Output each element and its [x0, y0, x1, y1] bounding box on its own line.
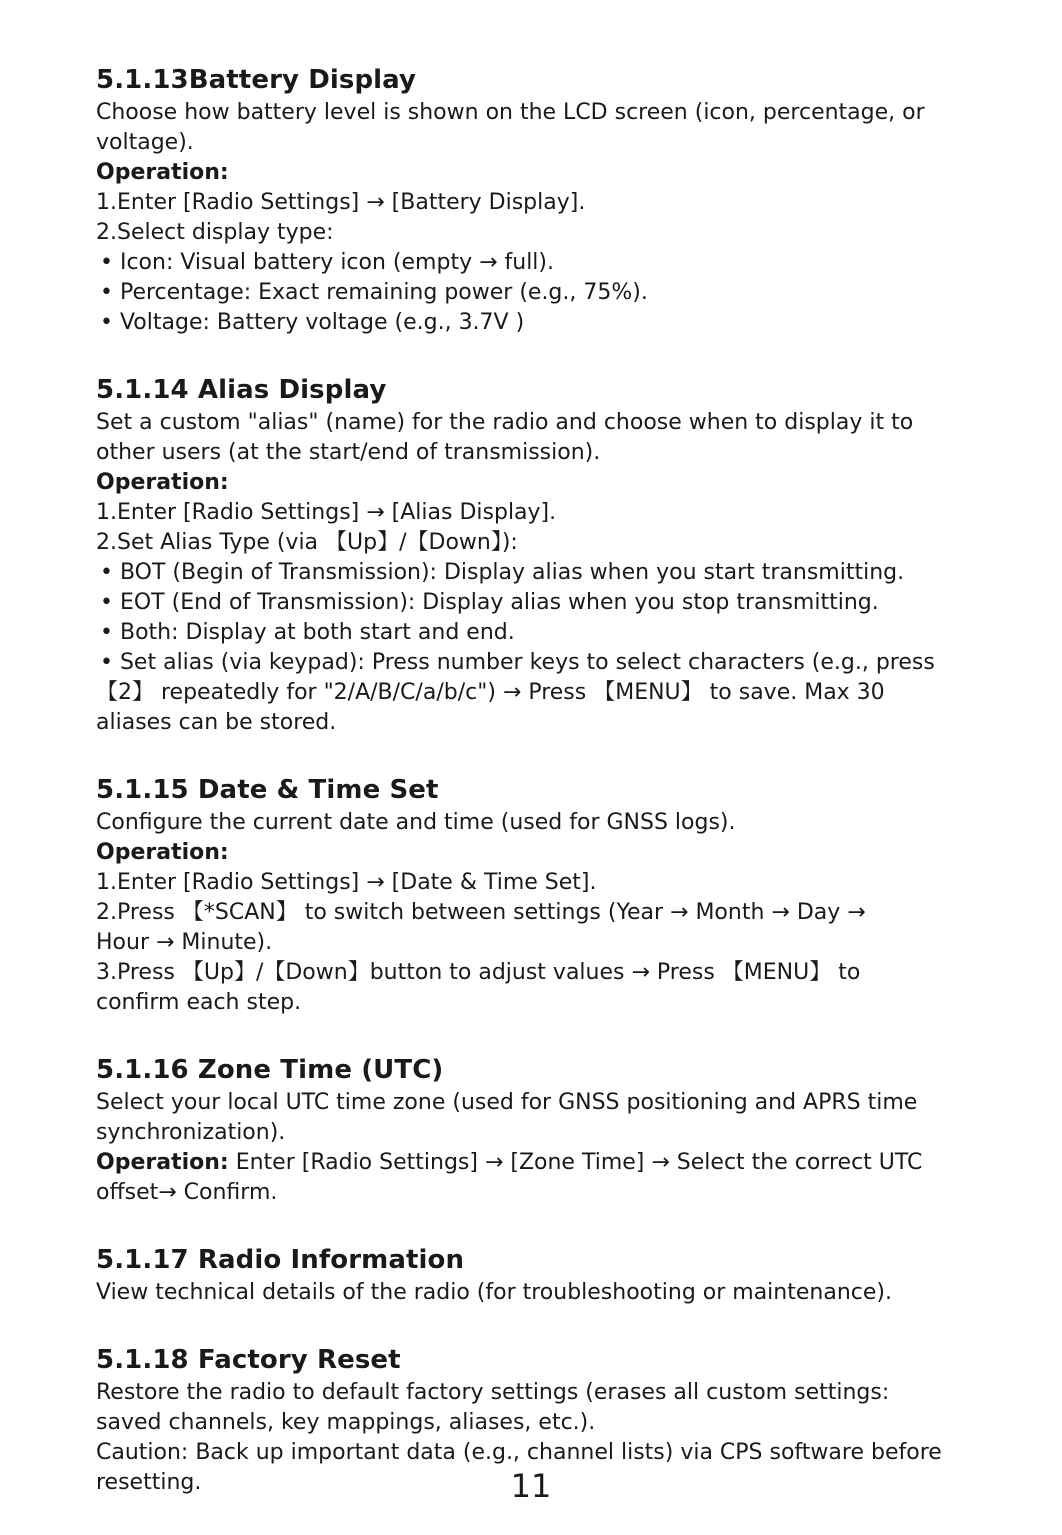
section-heading: 5.1.13Battery Display	[96, 65, 417, 95]
step-line: 1.Enter [Radio Settings] → [Battery Display].	[96, 190, 586, 215]
section-heading: 5.1.17 Radio Information	[96, 1245, 465, 1275]
manual-page	[96, 62, 976, 1532]
bullet-item: • BOT (Begin of Transmission): Display alias when you start transmitting.	[100, 560, 905, 585]
section-alias-display	[96, 372, 976, 738]
paragraph-line: View technical details of the radio (for troubleshooting or maintenance).	[96, 1280, 892, 1305]
page-number: 11	[510, 1467, 552, 1505]
paragraph-line: Set a custom "alias" (name) for the radio and choose when to display it to	[96, 410, 914, 435]
paragraph-line: resetting.	[96, 1470, 202, 1495]
paragraph-line: offset→ Confirm.	[96, 1180, 278, 1205]
section-radio-information	[96, 1242, 976, 1308]
bullet-item: • Percentage: Exact remaining power (e.g., 75%).	[100, 280, 648, 305]
section-heading: 5.1.16 Zone Time (UTC)	[96, 1055, 444, 1085]
step-line: confirm each step.	[96, 990, 302, 1015]
paragraph-line: Configure the current date and time (used for GNSS logs).	[96, 810, 736, 835]
step-line: 2.Select display type:	[96, 220, 334, 245]
operation-label: Operation:	[96, 840, 229, 865]
bullet-item: • Icon: Visual battery icon (empty → full).	[100, 250, 554, 275]
caution-line: Caution: Back up important data (e.g., channel lists) via CPS software before	[96, 1440, 942, 1465]
step-line: 1.Enter [Radio Settings] → [Date & Time Set].	[96, 870, 597, 895]
step-line: 2.Set Alias Type (via 【Up】/【Down】):	[96, 530, 518, 555]
paragraph-line: Choose how battery level is shown on the LCD screen (icon, percentage, or	[96, 100, 925, 125]
section-zone-time	[96, 1052, 976, 1208]
bullet-item: • EOT (End of Transmission): Display alias when you stop transmitting.	[100, 590, 879, 615]
section-heading: 5.1.14 Alias Display	[96, 375, 387, 405]
operation-label: Operation:	[96, 1150, 229, 1175]
paragraph-line: Restore the radio to default factory settings (erases all custom settings:	[96, 1380, 890, 1405]
section-battery-display	[96, 62, 976, 338]
paragraph-line: Select your local UTC time zone (used for GNSS positioning and APRS time	[96, 1090, 918, 1115]
paragraph-line: 【2】 repeatedly for "2/A/B/C/a/b/c") → Press 【MENU】 to save. Max 30	[96, 680, 885, 705]
section-date-time-set	[96, 772, 976, 1018]
operation-label: Operation:	[96, 160, 229, 185]
paragraph-line: voltage).	[96, 130, 194, 155]
bullet-item: • Voltage: Battery voltage (e.g., 3.7V )	[100, 310, 525, 335]
bullet-item: • Set alias (via keypad): Press number keys to select characters (e.g., press	[100, 650, 935, 675]
paragraph-line: saved channels, key mappings, aliases, etc.).	[96, 1410, 596, 1435]
operation-line	[96, 1148, 976, 1178]
operation-text: Enter [Radio Settings] → [Zone Time] → Select the correct UTC	[228, 1150, 923, 1175]
step-line: 3.Press 【Up】/【Down】button to adjust values → Press 【MENU】 to	[96, 960, 861, 985]
paragraph-line: aliases can be stored.	[96, 710, 337, 735]
operation-label: Operation:	[96, 470, 229, 495]
bullet-item: • Both: Display at both start and end.	[100, 620, 515, 645]
step-line: 1.Enter [Radio Settings] → [Alias Display].	[96, 500, 557, 525]
step-line: 2.Press 【*SCAN】 to switch between settings (Year → Month → Day →	[96, 900, 866, 925]
paragraph-line: other users (at the start/end of transmission).	[96, 440, 601, 465]
paragraph-line: synchronization).	[96, 1120, 286, 1145]
step-line: Hour → Minute).	[96, 930, 273, 955]
section-heading: 5.1.15 Date & Time Set	[96, 775, 439, 805]
section-heading: 5.1.18 Factory Reset	[96, 1345, 401, 1375]
